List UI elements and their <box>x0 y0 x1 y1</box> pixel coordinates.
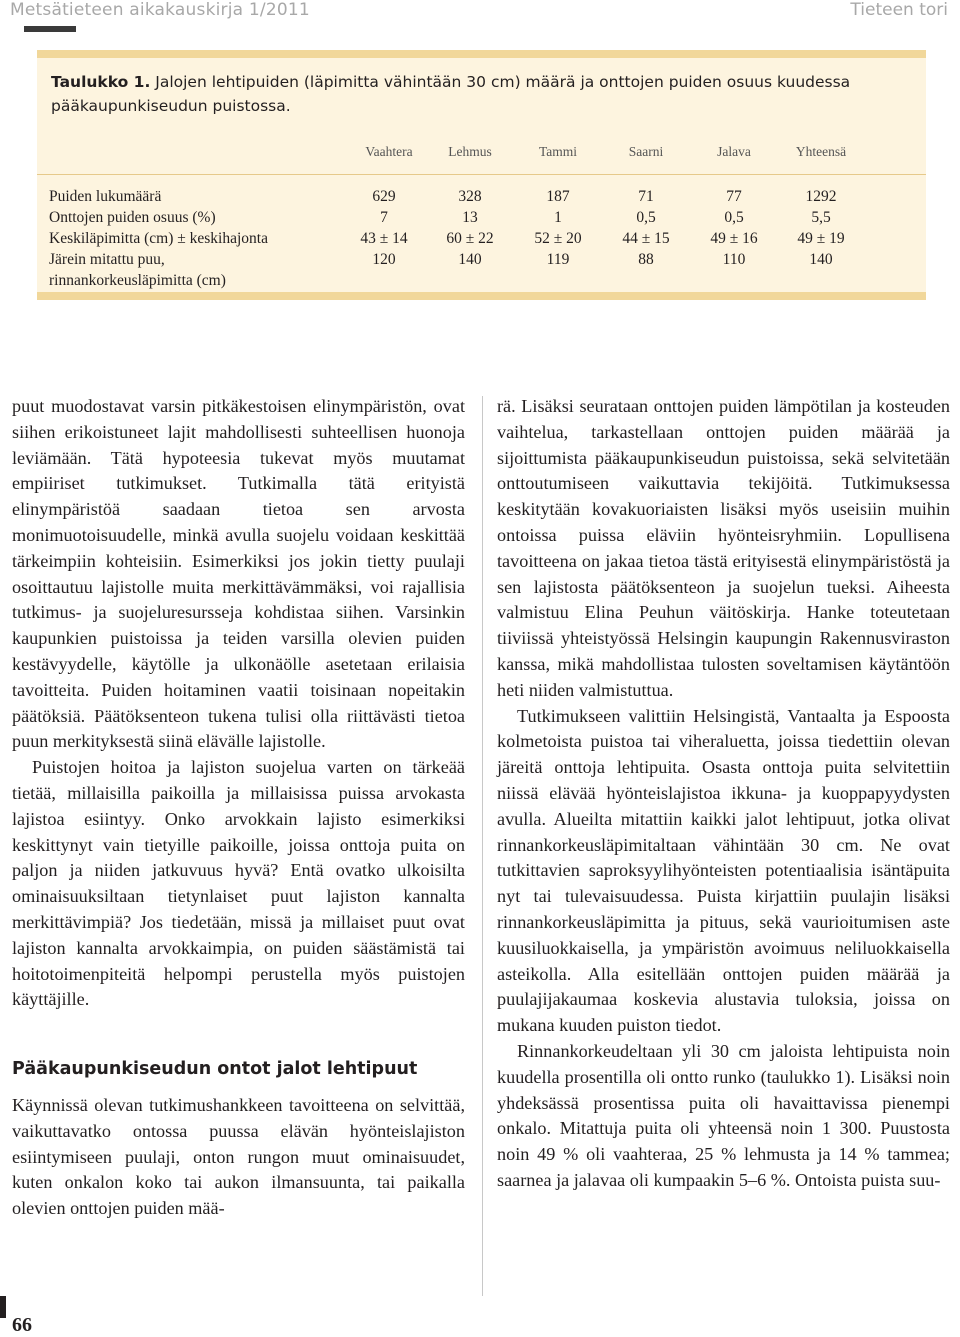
table-panel <box>37 50 926 300</box>
table-caption <box>51 70 911 118</box>
row-label: Puiden lukumäärä <box>49 188 162 205</box>
table-cell: 120 <box>372 251 396 268</box>
table-cell: 629 <box>372 188 396 205</box>
row-label: Järein mitattu puu, <box>49 251 165 268</box>
row-label: Keskiläpimitta (cm) ± keskihajonta <box>49 230 268 247</box>
caption-label: Taulukko 1. <box>51 73 151 91</box>
row-label-continued: rinnankorkeusläpimitta (cm) <box>49 272 226 289</box>
left-column <box>12 394 465 1222</box>
table-cell: 140 <box>458 251 482 268</box>
table-cell: 0,5 <box>724 209 744 226</box>
table-cell: 7 <box>380 209 388 226</box>
table-cell: 77 <box>726 188 742 205</box>
journal-title: Metsätieteen aikakauskirja 1/2011 <box>10 0 310 20</box>
table-cell: 49 ± 16 <box>710 230 758 247</box>
table-cell: 328 <box>458 188 482 205</box>
paragraph: Puistojen hoitoa ja lajiston suojelua varten on tärkeää tietää, millaisilla paikoilla ja millaisissa puissa arvokasta lajistoa esiintyy. Onko arvokkain lajisto esimerkiksi keskittynyt vain tietyille paikoille, joissa onttoja puita on paljon ja niiden jatkuvuus hyvä? Entä ovatko ulkoisilta ominaisuuksiltaan tietynlaiset puut lajiston kannalta merkittävimpiä? Jos tiedetään, missä ja millaiset puut ovat lajiston kannalta arvokkaimpia, on puiden säästämistä tai hoitotoimenpiteitä helpompi perustella myös puistojen käyttäjille. <box>12 757 465 1010</box>
table-cell: 1292 <box>805 188 837 205</box>
header-rule <box>24 26 76 32</box>
paragraph: Tutkimukseen valittiin Helsingistä, Vantaalta ja Espoosta kolmetoista puistoa tai viheraluetta, joissa tiedettiin olevan järeitä onttoja lehtipuita. Osasta onttoja puita selvitettiin niissä elävää hyönteislajistoa ikkuna- ja kuoppapyydysten avulla. Alueilta mitattiin kaikki jalot lehtipuut, jotka olivat rinnankorkeusläpimitaltaan vähintään 30 cm. Ne ovat tutkittavien saproksyylihyönteisten potentiaalisia isäntäpuita nyt tai tulevaisuudessa. Puista kirjattiin puulajin lisäksi rinnankorkeusläpimitta ja pituus, sekä vaurioitumisen aste kuusiluokkaisella, ja ympäristön avoimuus neliluokkaisella asteikolla. Alla esitellään onttojen puiden määrää ja puulajijakaumaa koskevia alustavia tuloksia, joissa on mukana kuuden puiston tiedot. <box>497 705 950 1036</box>
table-cell: 0,5 <box>636 209 656 226</box>
page-number: 66 <box>12 1314 32 1336</box>
page-number-bar <box>0 1296 6 1318</box>
section-heading: Pääkaupunkiseudun ontot jalot lehtipuut <box>12 1059 418 1080</box>
column-header: Vaahtera <box>365 144 413 159</box>
right-column <box>497 394 950 1194</box>
table-header-rule <box>37 174 926 175</box>
column-header: Jalava <box>717 144 751 159</box>
table-cell: 13 <box>462 209 478 226</box>
table-cell: 71 <box>638 188 654 205</box>
paragraph: Käynnissä olevan tutkimushankkeen tavoitteena on selvittää, vaikuttavatko ontossa puussa elävän hyönteislajiston esiintymiseen puulaji, onton rungon muut ominaisuudet, kuten onkalon koko tai aukon ilmansuunta, tai paikalla olevien onttojen puiden mää- <box>12 1094 465 1219</box>
table-cell: 187 <box>546 188 570 205</box>
table-cell: 140 <box>809 251 833 268</box>
table-cell: 49 ± 19 <box>797 230 845 247</box>
column-divider <box>482 396 483 1296</box>
column-header: Yhteensä <box>795 144 847 159</box>
table-cell: 60 ± 22 <box>446 230 494 247</box>
paragraph: rä. Lisäksi seurataan onttojen puiden lämpötilan ja kosteuden vaihtelua, tarkastellaan onttojen puiden määrää ja sijoittumista pääkaupunkiseudun puistoissa, sekä selvitetään onttoutumiseen vaikuttavia tekijöitä. Tutkimuksessa keskitytään kovakuoriaisten lisäksi myös useisiin muihin ontoissa puissa eläviin hyönteisryhmiin. Lopullisena tavoitteena on jakaa tietoa tästä erityisestä elinympäristöstä ja sen lajistosta päätöksenteon ja suojelun tueksi. Aiheesta valmistuu Elina Peuhun väitöskirja. Hanke toteutetaan tiiviissä yhteistyössä Helsingin kaupungin Rakennusviraston kanssa, mikä mahdollistaa tulosten soveltamisen käytäntöön heti niiden valmistuttua. <box>497 396 950 700</box>
table-cell: 119 <box>546 251 570 268</box>
table-cell: 5,5 <box>811 209 831 226</box>
column-header: Tammi <box>538 144 578 159</box>
paragraph: Rinnankorkeudeltaan yli 30 cm jaloista lehtipuista noin kuudella prosentilla oli ontto runko (taulukko 1). Lisäksi noin yhdeksässä prosentissa puita oli havaittavissa pienempi onkalo. Mitattuja puita oli yhteensä noin 1 300. Puustosta noin 49 % oli vaahteraa, 25 % lehmusta ja 14 % tammea; saarnea ja jalavaa oli kumpaakin 5–6 %. Ontoista puista suu- <box>497 1040 950 1190</box>
table-cell: 52 ± 20 <box>534 230 582 247</box>
column-header: Lehmus <box>448 144 492 159</box>
row-label: Onttojen puiden osuus (%) <box>49 209 216 226</box>
column-header: Saarni <box>628 144 664 159</box>
table-cell: 43 ± 14 <box>360 230 408 247</box>
table-cell: 1 <box>554 209 562 226</box>
table-cell: 88 <box>638 251 654 268</box>
table-cell: 110 <box>722 251 746 268</box>
section-title: Tieteen tori <box>850 0 948 20</box>
table-cell: 44 ± 15 <box>622 230 670 247</box>
caption-text: Jalojen lehtipuiden (läpimitta vähintään 30 cm) määrä ja onttojen puiden osuus kuudessa pääkaupunkiseudun puistossa. <box>51 73 851 115</box>
paragraph: puut muodostavat varsin pitkäkestoisen elinympäristön, ovat siihen erikoistuneet lajit mahdollisesti suhteellisen huonoja leviämään. Tätä hypoteesia tukevat myös muutamat empiiriset tutkimukset. Tutkimalla tätä erityistä elinympäristöä saadaan tietoa sen arvosta monimuotoisuudelle, minkä avulla suojelu voidaan keskittää tärkeimpiin kohteisiin. Esimerkiksi jos jokin tietty puulaji osoittautuu lajistolle muita merkittävämmäksi, voi rajallisia tutkimus- ja suojeluresursseja kohdistaa siihen. Varsinkin kaupunkien puistoissa ja teiden varsilla olevien puiden kestävyydelle, käytölle ja ulkonäölle asetetaan erilaisia tavoitteita. Puiden hoitaminen vaatii toisinaan nopeitakin päätöksiä. Päätöksenteon tukena tulisi olla riittävästi tietoa puun merkityksestä siinä elävälle lajistolle. <box>12 396 465 752</box>
